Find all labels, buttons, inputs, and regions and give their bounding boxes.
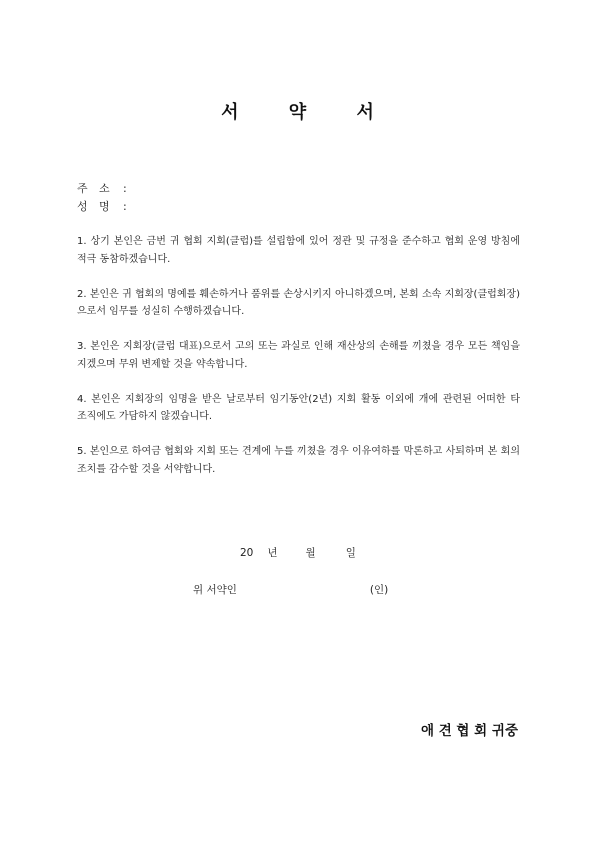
date-day-unit: 일 xyxy=(345,547,356,559)
title-char: 서 xyxy=(221,102,239,123)
signer-line xyxy=(193,582,388,597)
address-field xyxy=(77,180,127,198)
date-month-unit: 월 xyxy=(305,547,316,559)
clause-3: 3. 본인은 지회장(클럽 대표)으로서 고의 또는 과실로 인해 재산상의 손해를 끼쳤을 경우 모든 책임을 지겠으며 무위 변제할 것을 약속합니다. xyxy=(77,341,520,370)
signer-label: 위 서약인 xyxy=(193,584,237,596)
title-char: 약 xyxy=(288,102,307,123)
name-colon: : xyxy=(123,200,127,213)
clause-4: 4. 본인은 지회장의 임명을 받은 날로부터 임기동안(2년) 지회 활동 이외에 개에 관련된 어떠한 타 조직에도 가담하지 않겠습니다. xyxy=(77,393,520,422)
address-label: 주 소 xyxy=(77,182,110,195)
clause-5: 5. 본인으로 하여금 협회와 지회 또는 견계에 누를 끼쳤을 경우 이유여하를 막론하고 사퇴하며 본 회의 조치를 감수할 것을 서약합니다. xyxy=(77,446,520,475)
address-colon: : xyxy=(123,182,127,195)
date-year-unit: 년 xyxy=(267,547,278,559)
issuer-addressee: 애 견 협 회 귀중 xyxy=(420,723,518,739)
clause-1: 1. 상기 본인은 금번 귀 협회 지회(클럽)를 설립함에 있어 정관 및 규정을 준수하고 협회 운영 방침에 적극 동참하겠습니다. xyxy=(77,236,520,265)
title-char: 서 xyxy=(356,102,374,123)
name-label: 성 명 xyxy=(77,200,110,213)
name-field xyxy=(77,198,127,216)
clause-2: 2. 본인은 귀 협회의 명예를 훼손하거나 품위를 손상시키지 아니하겠으며, 본회 소속 지회장(클럽회장)으로서 임무를 성실히 수행하겠습니다. xyxy=(77,288,520,317)
pledge-clauses xyxy=(77,233,520,496)
date-year-prefix: 20 xyxy=(240,547,254,559)
personal-info-block xyxy=(77,180,127,216)
date-line xyxy=(240,545,356,560)
signer-seal: (인) xyxy=(369,584,389,596)
document-title xyxy=(0,98,595,124)
